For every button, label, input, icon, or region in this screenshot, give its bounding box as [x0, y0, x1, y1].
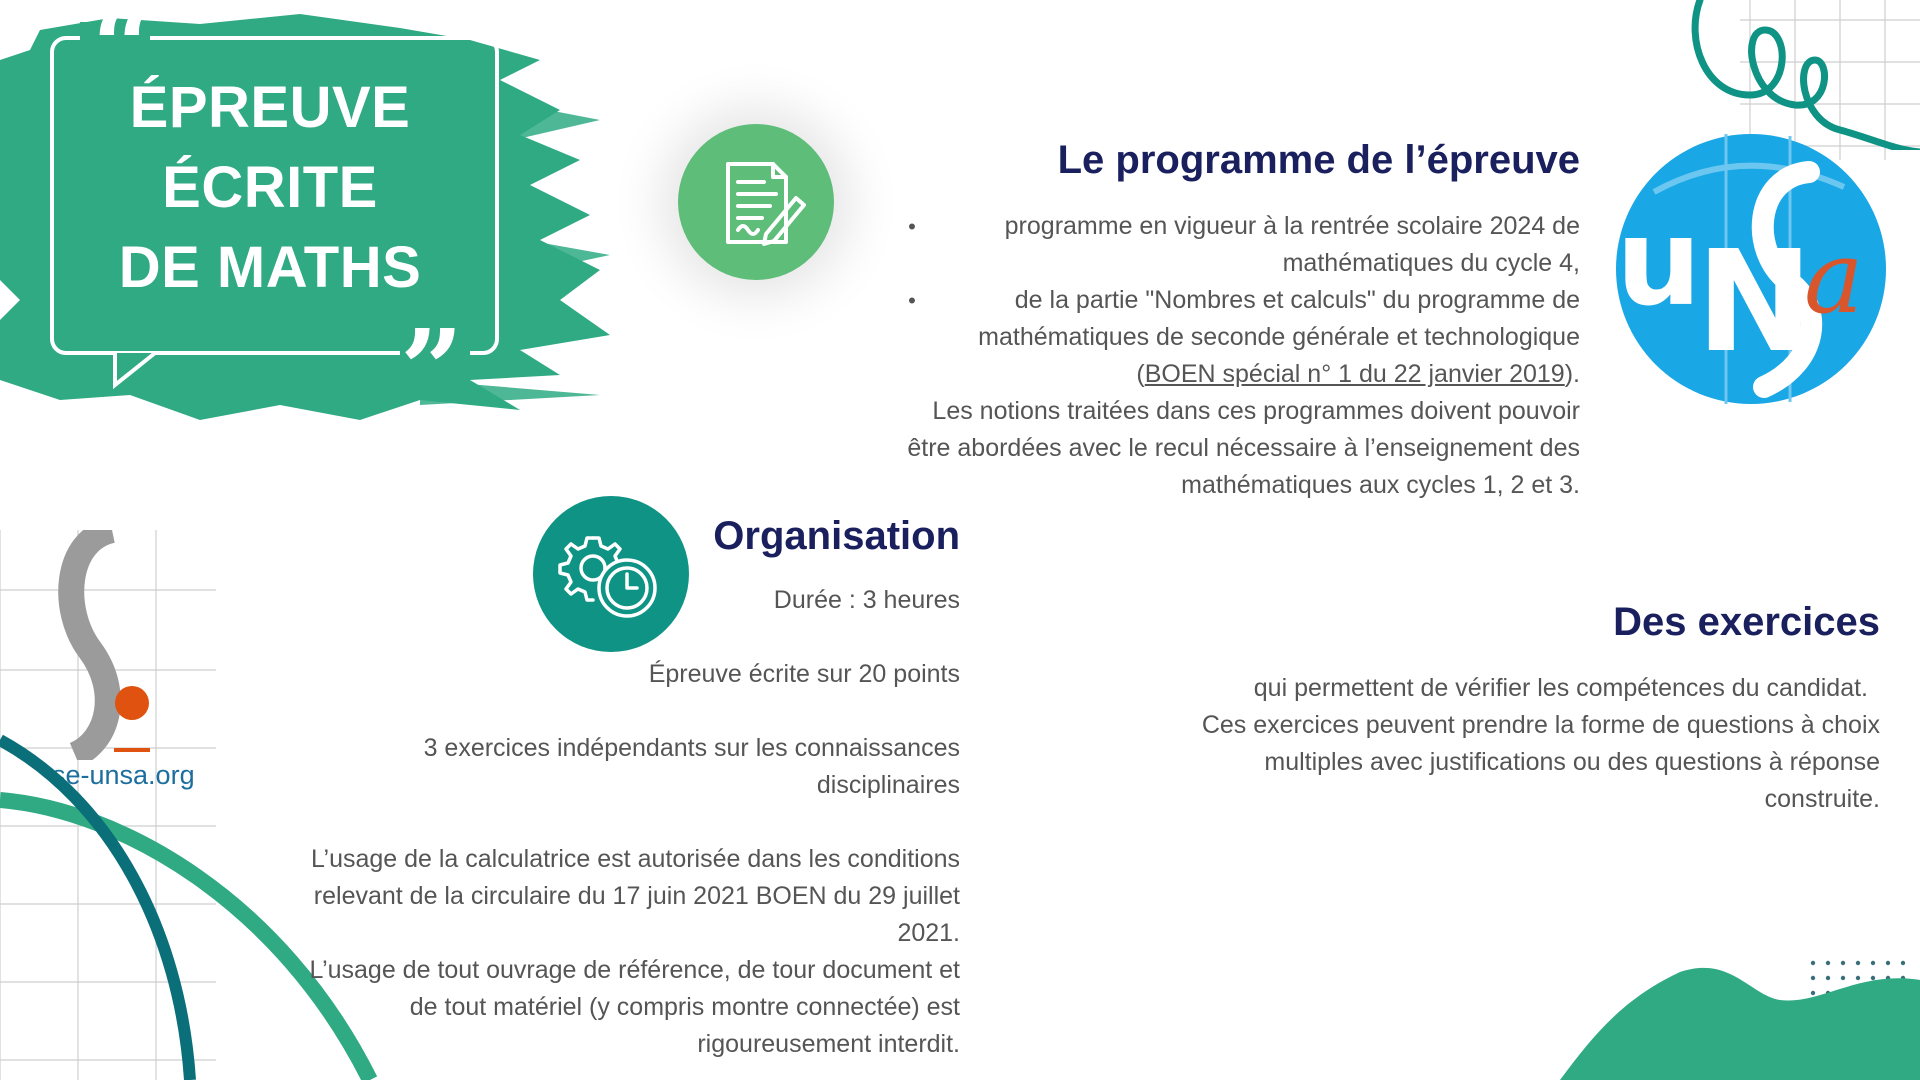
programme-body	[888, 208, 1580, 504]
programme-bullet-list	[888, 208, 1580, 393]
title-line-3: DE MATHS	[118, 235, 422, 300]
exercices-line-2: Ces exercices peuvent prendre la forme de questions à choix multiples avec justifications ou des questions à réponse construite.	[1201, 711, 1880, 813]
exercices-heading: Des exercices	[1613, 600, 1880, 644]
se-unsa-logo	[40, 530, 220, 760]
list-item	[888, 208, 1580, 282]
organisation-points: Épreuve écrite sur 20 points	[648, 660, 960, 688]
programme-paragraph: Les notions traitées dans ces programmes doivent pouvoir être abordées avec le recul nécessaire à l’enseignement des mathématiques aux cycles 1, 2 et 3.	[907, 397, 1580, 499]
bullet-dot: •	[908, 288, 916, 313]
organisation-calculator: L’usage de la calculatrice est autorisée dans les conditions relevant de la circulaire du 17 juin 2021 BOEN du 29 juillet 2021.	[310, 845, 960, 947]
bullet-text-end: ).	[1564, 360, 1580, 388]
unsa-logo-text-n: N	[1696, 221, 1814, 384]
page-title	[60, 68, 480, 308]
organisation-exercises: 3 exercices indépendants sur les connaissances disciplinaires	[423, 734, 960, 799]
exercices-body	[1150, 670, 1880, 818]
list-item	[888, 282, 1580, 393]
quote-close-mark: ”	[400, 305, 464, 434]
blob-decoration-bottom-right	[1540, 960, 1920, 1080]
se-unsa-url[interactable]: se-unsa.org	[52, 760, 195, 790]
boen-link[interactable]: BOEN spécial n° 1 du 22 janvier 2019	[1144, 360, 1565, 388]
organisation-heading: Organisation	[713, 514, 960, 558]
programme-heading: Le programme de l’épreuve	[1057, 138, 1580, 182]
organisation-duration: Durée : 3 heures	[773, 586, 960, 614]
organisation-forbidden: L’usage de tout ouvrage de référence, de tour document et de tout matériel (y compris montre connectée) est rigoureusement interdit.	[309, 956, 960, 1058]
title-line-2: ÉCRITE	[162, 155, 378, 220]
bullet-text: de la partie "Nombres et calculs" du programme de mathématiques de seconde générale et technologique (	[978, 286, 1580, 388]
title-line-1: ÉPREUVE	[129, 75, 411, 140]
quote-open-mark: “	[92, 0, 156, 111]
organisation-body	[270, 582, 960, 1063]
exercices-line-1: qui permettent de vérifier les compétences du candidat.	[1253, 674, 1868, 702]
unsa-logo-text-a: a	[1804, 219, 1864, 336]
unsa-logo-text: u	[1616, 194, 1702, 333]
bullet-text: programme en vigueur à la rentrée scolaire 2024 de mathématiques du cycle 4,	[1004, 212, 1580, 277]
swirl-decoration	[1680, 0, 1920, 150]
document-icon-circle	[678, 124, 834, 280]
document-pen-icon	[678, 124, 834, 280]
bullet-dot: •	[908, 214, 916, 239]
unsa-logo	[1614, 132, 1888, 406]
